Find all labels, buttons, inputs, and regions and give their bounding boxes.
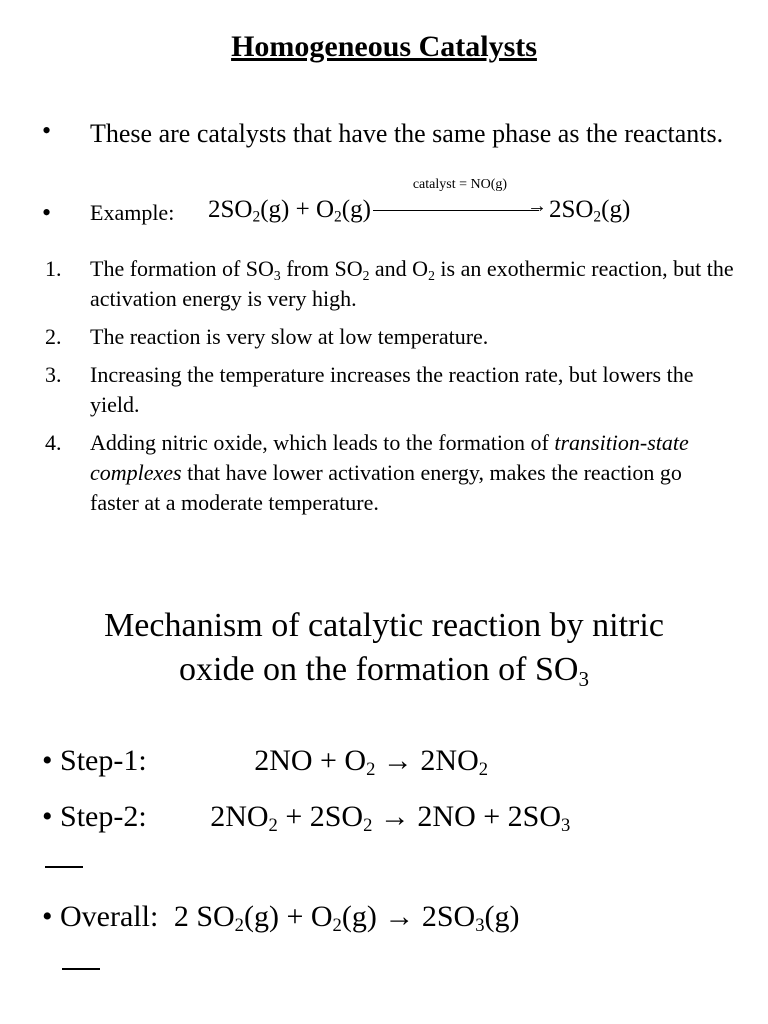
reaction-arrow bbox=[373, 177, 547, 221]
equation-subscript: 2 bbox=[334, 208, 342, 226]
list-number: 1. bbox=[45, 256, 62, 281]
subscript: 2 bbox=[332, 915, 342, 937]
subscript: 3 bbox=[561, 815, 571, 837]
list-item bbox=[45, 360, 735, 420]
arrow-line bbox=[373, 210, 539, 211]
subscript: 2 bbox=[366, 759, 376, 781]
arrow-head-icon: → bbox=[526, 195, 547, 218]
bullet-marker: • bbox=[42, 116, 52, 145]
step-equation bbox=[210, 800, 571, 837]
equation-text: (g) → 2SO bbox=[341, 900, 476, 933]
page-title: Homogeneous Catalysts bbox=[231, 30, 537, 63]
numbered-list bbox=[45, 254, 735, 526]
list-item bbox=[45, 254, 735, 314]
list-text-italic: transition-state complexes bbox=[90, 430, 689, 485]
step-1 bbox=[42, 744, 489, 781]
list-number: 2. bbox=[45, 324, 62, 349]
list-item bbox=[45, 322, 735, 352]
equation-text: (g) bbox=[601, 196, 631, 223]
equation-text: 2 SO bbox=[173, 900, 235, 933]
equation-text: 2NO + O bbox=[254, 744, 367, 777]
equation-text: 2SO bbox=[548, 196, 594, 223]
list-text: Increasing the temperature increases the reaction rate, but lowers the yield. bbox=[90, 362, 694, 417]
example-label: Example: bbox=[90, 200, 175, 225]
subscript: 2 bbox=[428, 267, 435, 283]
list-text: from SO bbox=[280, 256, 363, 281]
separator-rule bbox=[62, 968, 100, 970]
equation-subscript: 2 bbox=[252, 208, 261, 226]
mechanism-title bbox=[0, 604, 768, 692]
mechanism-title-line: Mechanism of catalytic reaction by nitric bbox=[104, 607, 664, 644]
step-label: Step-2: bbox=[60, 800, 147, 833]
list-text: The formation of SO bbox=[90, 256, 274, 281]
equation-text: (g) bbox=[484, 900, 520, 933]
list-number: 4. bbox=[45, 430, 62, 455]
overall-reaction bbox=[42, 900, 520, 937]
subscript: 2 bbox=[268, 815, 278, 837]
equation-text: 2SO bbox=[208, 196, 253, 223]
subscript: 2 bbox=[363, 815, 373, 837]
list-number: 3. bbox=[45, 362, 62, 387]
subscript: 2 bbox=[478, 759, 489, 781]
catalyst-label: catalyst = NO(g) bbox=[412, 177, 508, 193]
overall-equation bbox=[173, 900, 520, 937]
mechanism-title-line bbox=[0, 648, 768, 692]
subscript: 3 bbox=[475, 915, 485, 937]
equation-text: (g) bbox=[341, 196, 371, 223]
mechanism-title-text: oxide on the formation of SO bbox=[179, 651, 579, 688]
equation-text: → 2NO bbox=[375, 744, 479, 777]
equation-subscript: 2 bbox=[593, 208, 602, 226]
subscript: 2 bbox=[234, 915, 244, 937]
step-label: Overall: bbox=[60, 900, 159, 933]
equation-text: 2NO bbox=[210, 800, 269, 833]
step-label: Step-1: bbox=[60, 744, 147, 777]
separator-rule bbox=[45, 866, 83, 868]
list-text: is an exothermic reaction, but the activation energy is very high. bbox=[90, 256, 734, 311]
bullet-marker: • bbox=[42, 198, 52, 227]
definition-bullet: These are catalysts that have the same phase as the reactants. bbox=[90, 119, 724, 148]
list-text: and O bbox=[369, 256, 429, 281]
bullet-marker: • bbox=[42, 744, 53, 777]
equation-text: → 2NO + 2SO bbox=[372, 800, 562, 833]
subscript: 2 bbox=[362, 267, 370, 283]
subscript: 3 bbox=[273, 267, 281, 283]
bullet-marker: • bbox=[42, 900, 53, 933]
step-equation bbox=[254, 744, 489, 781]
equation-text: (g) + O bbox=[260, 196, 335, 223]
list-text: The reaction is very slow at low temperature. bbox=[90, 324, 489, 349]
equation-text: (g) + O bbox=[243, 900, 333, 933]
equation-text: + 2SO bbox=[277, 800, 364, 833]
list-item bbox=[45, 428, 735, 518]
list-text: that have lower activation energy, makes the reaction go faster at a moderate temperature. bbox=[90, 460, 682, 515]
step-2 bbox=[42, 800, 571, 837]
list-text: Adding nitric oxide, which leads to the formation of bbox=[90, 430, 555, 455]
bullet-marker: • bbox=[42, 800, 53, 833]
subscript: 3 bbox=[578, 666, 589, 691]
example-equation bbox=[208, 177, 631, 226]
